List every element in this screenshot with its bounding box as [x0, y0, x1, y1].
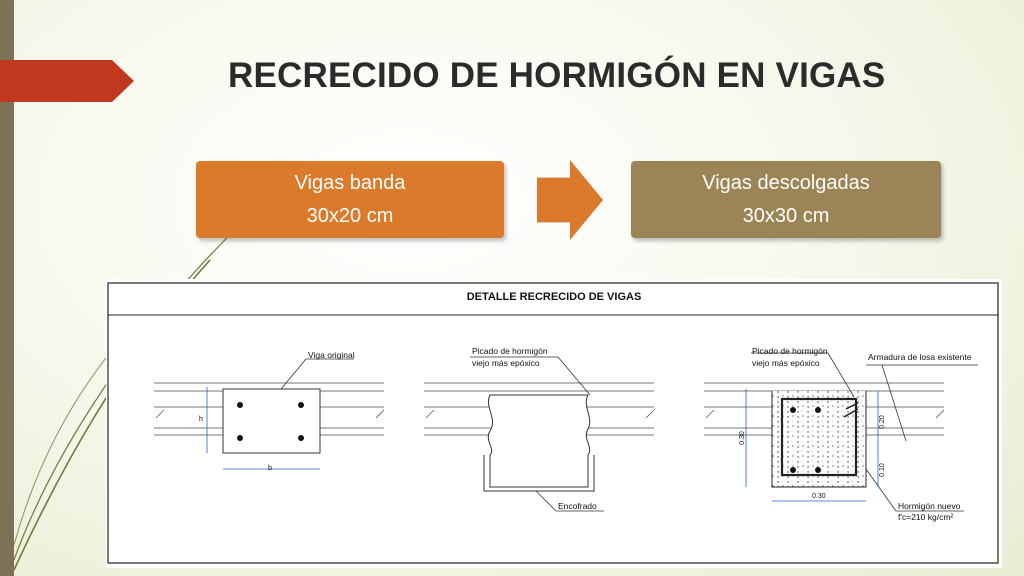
beam-to-box [631, 161, 941, 238]
panel-original-beam [154, 359, 384, 469]
label-chipping-new-1: Picado de hormigón [752, 346, 828, 356]
right-arrow-icon [537, 160, 603, 240]
drawing-lines [106, 279, 1002, 568]
dim-h: h [199, 416, 203, 423]
technical-drawing [106, 279, 1002, 568]
dim-width-030: 0.30 [812, 493, 826, 500]
panel-chipping [424, 357, 654, 511]
slide-title: RECRECIDO DE HORMIGÓN EN VIGAS [228, 56, 886, 95]
label-slab-reinforcement: Armadura de losa existente [868, 352, 972, 362]
beam-from-type: Vigas banda [294, 171, 406, 194]
beam-from-box [196, 161, 504, 238]
dim-height-030: 0.30 [738, 431, 746, 445]
dim-b: b [268, 465, 272, 472]
label-original-beam: Viga original [308, 350, 355, 360]
label-chipping-2: viejo más epóxico [472, 358, 540, 368]
label-new-concrete-strength: f'c=210 kg/cm² [898, 512, 954, 522]
dim-bottom-010: 0.10 [878, 463, 886, 477]
beam-to-type: Vigas descolgadas [702, 171, 870, 194]
label-chipping-1: Picado de hormigón [472, 346, 548, 356]
dim-top-020: 0.20 [878, 415, 886, 429]
label-formwork: Encofrado [558, 501, 597, 511]
label-chipping-new-2: viejo más epóxico [752, 358, 820, 368]
label-new-concrete: Hormigón nuevo [898, 501, 961, 511]
beam-from-size: 30x20 cm [306, 204, 394, 227]
drawing-heading: DETALLE RECRECIDO DE VIGAS [466, 291, 642, 303]
beam-to-size: 30x30 cm [742, 204, 830, 227]
